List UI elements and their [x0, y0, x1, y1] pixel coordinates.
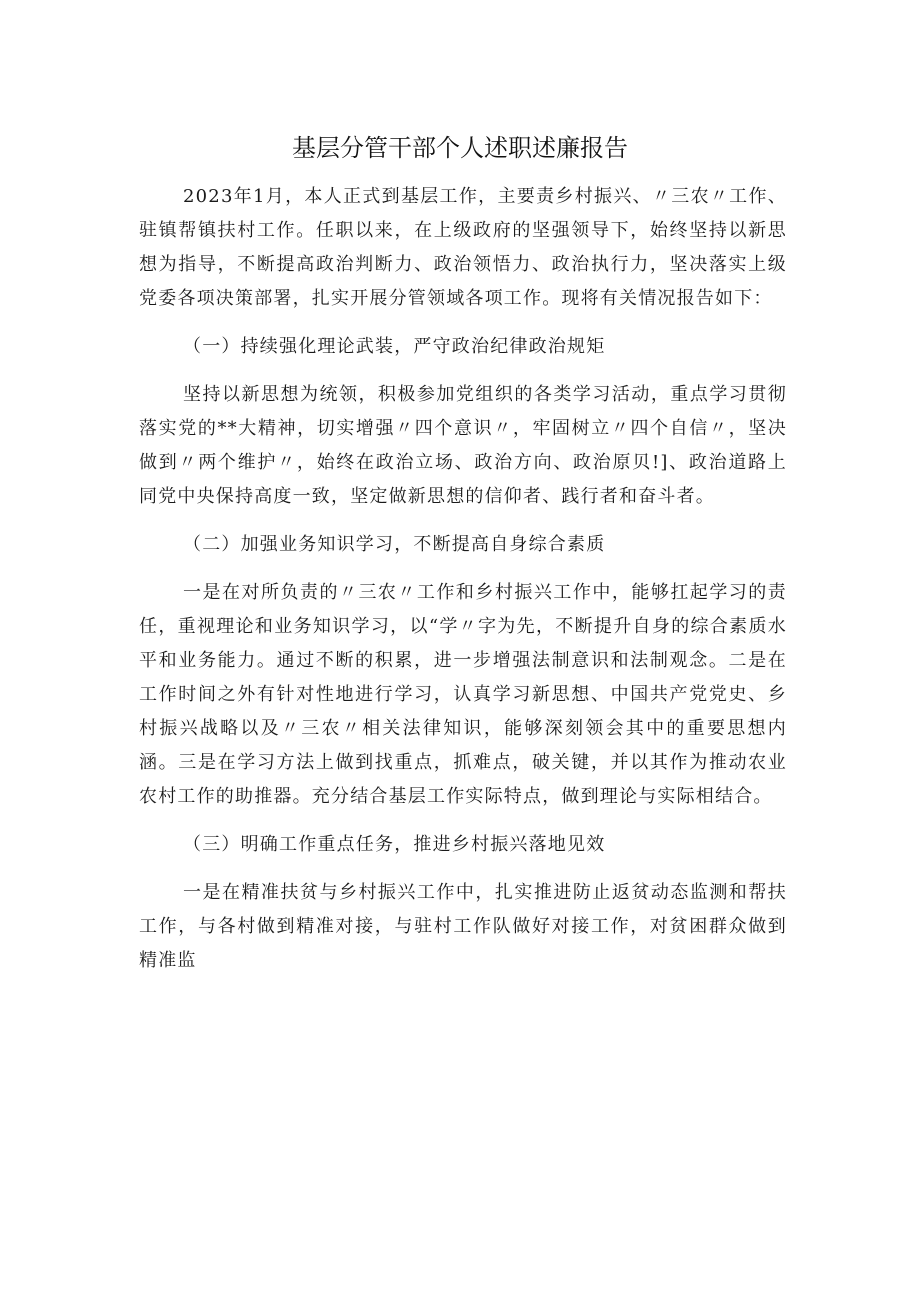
- document-body: [139, 180, 787, 978]
- intro-paragraph: 2023年1月，本人正式到基层工作，主要责乡村振兴、〃三农〃工作、驻镇帮镇扶村工作。任职以来，在上级政府的坚强领导下，始终坚持以新思想为指导，不断提高政治判断力、政治领悟力、政治执行力，坚决落实上级党委各项决策部署，扎实开展分管领域各项工作。现将有关情况报告如下：: [139, 186, 787, 309]
- section-paragraph-3: 一是在精准扶贫与乡村振兴工作中，扎实推进防止返贫动态监测和帮扶工作，与各村做到精准对接，与驻村工作队做好对接工作，对贫困群众做到精准监: [139, 882, 787, 971]
- section-heading-3: （三）明确工作重点任务，推进乡村振兴落地见效: [183, 834, 606, 855]
- section-heading-2: （二）加强业务知识学习，不断提高自身综合素质: [183, 534, 606, 555]
- page-title: 基层分管干部个人述职述廉报告: [292, 134, 628, 162]
- section-heading-1: （一）持续强化理论武装，严守政治纪律政治规矩: [183, 336, 606, 357]
- section-paragraph-1: 坚持以新思想为统领，积极参加党组织的各类学习活动，重点学习贯彻落实党的**大精神，切实增强〃四个意识〃，牢固树立〃四个自信〃，坚决做到〃两个维护〃，始终在政治立场、政治方向、政治原贝!]、政治道路上同党中央保持高度一致，坚定做新思想的信仰者、践行者和奋斗者。: [139, 384, 787, 507]
- section-paragraph-2: 一是在对所负责的〃三农〃工作和乡村振兴工作中，能够扛起学习的责任，重视理论和业务知识学习，以“学〃字为先，不断提升自身的综合素质水平和业务能力。通过不断的积累，进一步增强法制意识和法制观念。二是在工作时间之外有针对性地进行学习，认真学习新思想、中国共产党党史、乡村振兴战略以及〃三农〃相关法律知识，能够深刻领会其中的重要思想内涵。三是在学习方法上做到找重点，抓难点，破关键，并以其作为推动农业农村工作的助推器。充分结合基层工作实际特点，做到理论与实际相结合。: [139, 582, 787, 807]
